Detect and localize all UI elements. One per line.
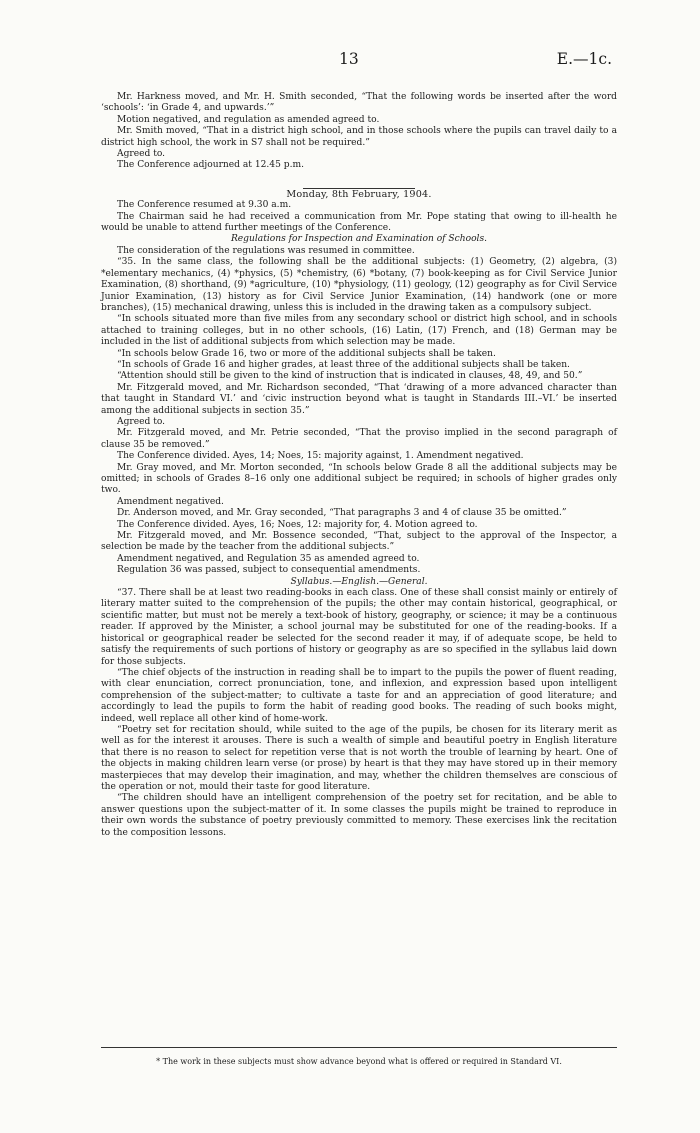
paragraph: The Conference divided. Ayes, 14; Noes, 15: majority against, 1. Amendment negatived. [117, 451, 524, 462]
paragraph: Regulation 36 was passed, subject to consequential amendments. [117, 565, 421, 576]
paragraph: Agreed to. [117, 416, 166, 427]
paragraph: Mr. Smith moved, “That in a district high school, and in those schools where the pupils can travel daily to a district high school, the work in S7 shall not be required.” [101, 126, 617, 148]
paragraph: Mr. Fitzgerald moved, and Mr. Bossence seconded, “That, subject to the approval of the Inspector, a selection be made by the teacher from the additional subjects.” [101, 531, 617, 553]
paragraph: Amendment negatived, and Regulation 35 as amended agreed to. [117, 553, 420, 564]
paragraph: “In schools of Grade 16 and higher grades, at least three of the additional subjects shall be taken. [117, 359, 570, 370]
section-subheading: Syllabus.—English.—General. [290, 576, 428, 587]
paragraph: The consideration of the regulations was resumed in committee. [117, 245, 415, 256]
paragraph: Motion negatived, and regulation as amended agreed to. [117, 114, 380, 125]
paragraph: Agreed to. [117, 149, 166, 160]
paragraph: Mr. Fitzgerald moved, and Mr. Petrie seconded, “That the proviso implied in the second paragraph of clause 35 be removed.” [101, 428, 617, 450]
paragraph: The Conference adjourned at 12.45 p.m. [117, 160, 304, 171]
footnote-divider [101, 1047, 617, 1048]
paragraph: “The children should have an intelligent comprehension of the poetry set for recitation, and be able to answer questions upon the subject-matter of it. In some classes the pupils might be trained to reproduce in their own words the substance of poetry previously committed to memory. These exercises link the recitation to the composition lessons. [101, 793, 617, 838]
paragraph: “35. In the same class, the following shall be the additional subjects: (1) Geometry, (2) algebra, (3) *elementary mechanics, (4) *physics, (5) *chemistry, (6) *botany, (7) book-keeping as for Civil Service Junior Examination, (8) shorthand, (9) *agriculture, (10) *physiology, (11) geology, (12) geography as for Civil Service Junior Examination, (13) history as for Civil Service Junior Examination, (14) handwork (one or more branches), (15) mechanical drawing, unless this is included in the drawing taken as a compulsory subject. [101, 257, 617, 313]
paragraph: “In schools situated more than five miles from any secondary school or district high school, and in schools attached to training colleges, but in no other schools, (16) Latin, (17) French, and (18) German may be included in the list of additional subjects from which selection may be made. [101, 314, 617, 348]
paragraph: Mr. Harkness moved, and Mr. H. Smith seconded, “That the following words be inserted after the word ‘schools’: ‘in Grade 4, and upwards.’” [101, 92, 617, 114]
page-header [0, 50, 700, 76]
document-code: E.—1c. [556, 50, 612, 68]
paragraph: “Poetry set for recitation should, while suited to the age of the pupils, be chosen for its literary merit as well as for the interest it arouses. There is such a wealth of simple and beautiful poetry in English literature that there is no reason to select for repetition verse that is not worth the trouble of learning by heart. One of the objects in making children learn verse (or prose) by heart is that they may have stored up in their memory masterpieces that may develop their imagination, and may, whether the children themselves are conscious of the operation or not, mould their taste for good literature. [101, 724, 617, 792]
page-number: 13 [339, 50, 359, 68]
paragraph: Amendment negatived. [117, 496, 224, 507]
paragraph: “In schools below Grade 16, two or more of the additional subjects shall be taken. [117, 348, 496, 359]
paragraph: “The chief objects of the instruction in reading shall be to impart to the pupils the power of fluent reading, with clear enunciation, correct pronunciation, tone, and inflexion, and expression based upon intelligent comprehension of the subject-matter; to cultivate a taste for and an appreciation of good literature; and accordingly to lead the pupils to form the habit of reading good books. The reading of such books might, indeed, well replace all other kind of home-work. [101, 667, 617, 724]
paragraph: Mr. Fitzgerald moved, and Mr. Richardson seconded, “That ‘drawing of a more advanced character than that taught in Standard VI.’ and ‘civic instruction beyond what is taught in Standards III.–VI.’ be inserted among the additional subjects in section 35.” [101, 382, 617, 416]
section-subheading: Regulations for Inspection and Examination of Schools. [230, 234, 488, 245]
paragraph: “Attention should still be given to the kind of instruction that is indicated in clauses, 48, 49, and 50.” [117, 371, 583, 382]
date-heading: Monday, 8th February, 1904. [286, 188, 432, 200]
paragraph: “37. There shall be at least two reading-books in each class. One of these shall consist mainly or entirely of literary matter suited to the comprehension of the pupils; the other may contain historical, geographical, or scientific matter, but must not be merely a text-book of history, geography, or science; it may be a continuous reader. If approved by the Minister, a school journal may be substituted for one of the reading-books. If a historical or geographical reader be selected for the second reader it may, if of adequate scope, be held to satisfy the requirements of such portions of history or geography as are so specified in the syllabus laid down for those subjects. [101, 588, 617, 667]
footnote: * The work in these subjects must show advance beyond what is offered or required in Standard VI. [156, 1057, 562, 1066]
paragraph: Dr. Anderson moved, and Mr. Gray seconded, “That paragraphs 3 and 4 of clause 35 be omitted.” [117, 508, 567, 519]
paragraph: The Conference resumed at 9.30 a.m. [117, 200, 292, 211]
page-body [101, 92, 617, 839]
paragraph: The Conference divided. Ayes, 16; Noes, 12: majority for, 4. Motion agreed to. [117, 519, 478, 530]
paragraph: Mr. Gray moved, and Mr. Morton seconded, “In schools below Grade 8 all the additional subjects may be omitted; in schools of Grades 8–16 only one additional subject be required; in schools of higher grades only two. [101, 462, 617, 496]
paragraph: The Chairman said he had received a communication from Mr. Pope stating that owing to ill-health he would be unable to attend further meetings of the Conference. [101, 211, 617, 234]
